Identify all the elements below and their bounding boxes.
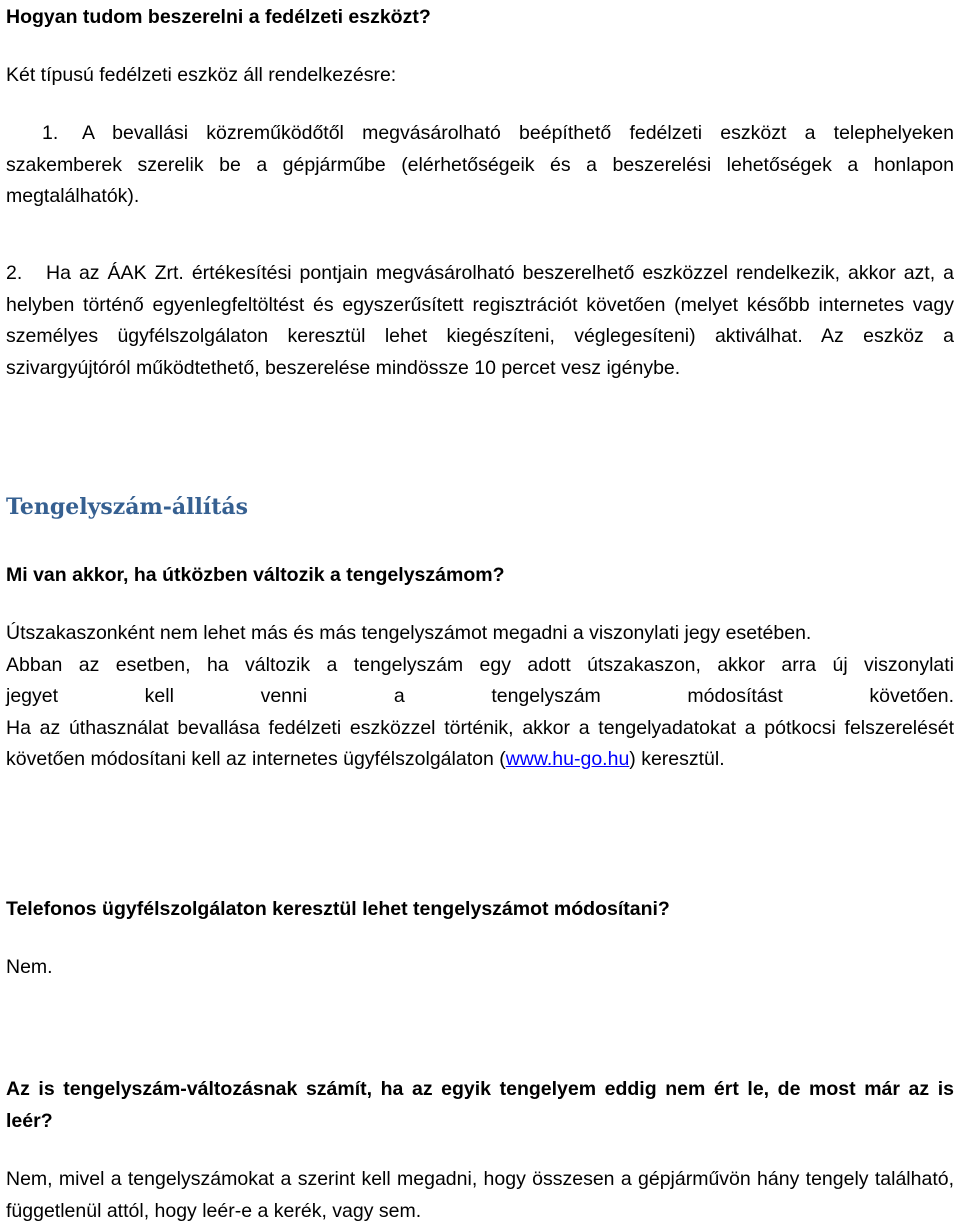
list-item-number: 1. (42, 122, 59, 144)
list-item-text: Ha az ÁAK Zrt. értékesítési pontjain megvásárolható beszerelhető eszközzel rendelkezik, akkor azt, a helyben történő egyenlegfeltöltést és egyszerűsített regisztrációt követően (melyet később internetes vagy személyes ügyfélszolgálaton keresztül lehet kiegészíteni, véglegesíteni) aktiválhat. Az eszköz a szivargyújtóról működtethető, beszerelése mindössze 10 percet vesz igénybe. (6, 262, 954, 379)
faq-answer-3: Nem, mivel a tengelyszámokat a szerint kell megadni, hogy összesen a gépjárművön hány tengely található, függetlenül attól, hogy leér-e a kerék, vagy sem. (6, 1168, 954, 1222)
faq-answer-1-paragraph-end: jegyet kell venni a tengelyszám módosítást követően. (6, 685, 954, 707)
faq-question-3: Az is tengelyszám-változásnak számít, ha az egyik tengelyem eddig nem ért le, de most már az is leér? (6, 1078, 954, 1132)
faq-answer-1 (6, 618, 954, 776)
list-item-number: 2. (6, 262, 23, 284)
list-item-text: A bevallási közreműködőtől megvásárolható beépíthető fedélzeti eszközt a telephelyeken szakemberek szerelik be a gépjárműbe (elérhetőségeik és a beszerelési lehetőségek a honlapon megtalálhatók). (6, 122, 954, 207)
faq-answer-1-paragraph: Abban az esetben, ha változik a tengelyszám egy adott útszakaszon, akkor arra új viszonylati (6, 653, 954, 676)
faq-question-1: Mi van akkor, ha útközben változik a tengelyszámom? (6, 564, 505, 586)
list-item (6, 258, 954, 384)
faq-answer-1-text: Ha az úthasználat bevallása fedélzeti eszközzel történik, akkor a tengelyadatokat a pótkocsi felszerelését követően módosítani kell az internetes ügyfélszolgálaton ( (6, 716, 954, 770)
list-item (6, 118, 954, 213)
faq-answer-1-paragraph-2 (6, 713, 954, 776)
faq-answer-1-line: Útszakaszonként nem lehet más és más tengelyszámot megadni a viszonylati jegy esetében. (6, 622, 812, 644)
lead-text: Két típusú fedélzeti eszköz áll rendelkezésre: (6, 64, 397, 86)
faq-answer-2: Nem. (6, 956, 53, 978)
section-title: Tengelyszám-állítás (6, 494, 249, 520)
heading-install-device: Hogyan tudom beszerelni a fedélzeti eszközt? (6, 6, 431, 28)
faq-answer-1-text-end: ) keresztül. (629, 748, 725, 770)
hu-go-link[interactable]: www.hu-go.hu (505, 748, 630, 770)
faq-question-2: Telefonos ügyfélszolgálaton keresztül lehet tengelyszámot módosítani? (6, 898, 670, 920)
